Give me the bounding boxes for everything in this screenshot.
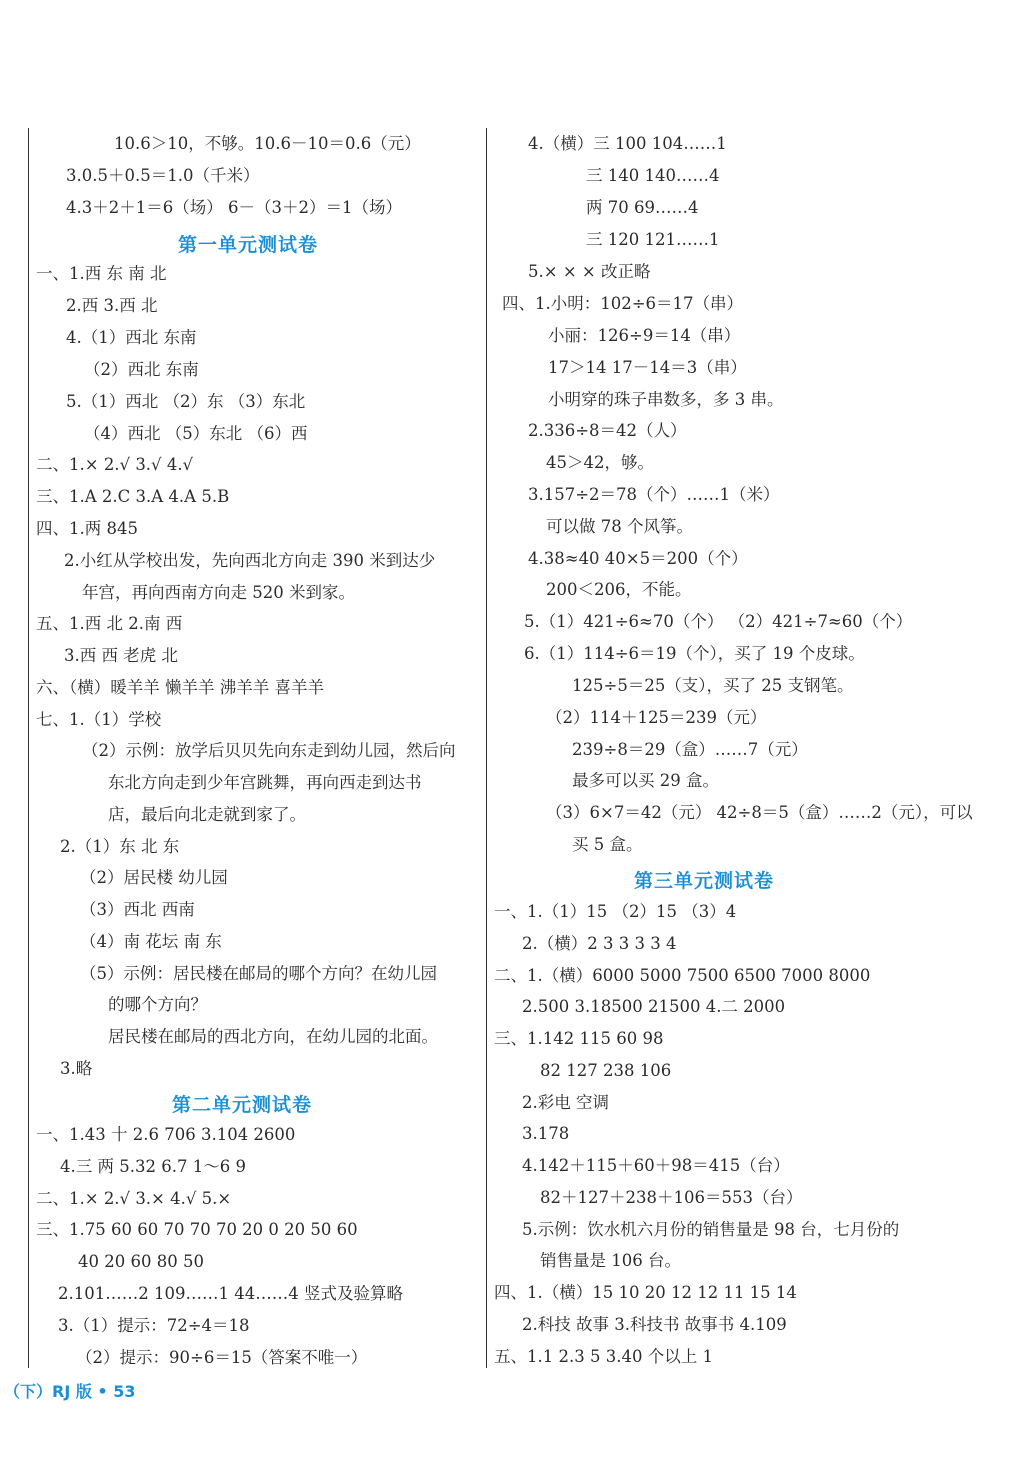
right-answer-line: （3）6×7＝42（元） 42÷8＝5（盒）……2（元），可以: [546, 803, 973, 822]
left-answer-line: 三、1.A 2.C 3.A 4.A 5.B: [36, 487, 230, 506]
left-answer-line: 4.（1）西北 东南: [66, 328, 197, 347]
left-answer-line: 年宫，再向西南方向走 520 米到家。: [82, 583, 355, 602]
right-answer-line: 2.（横）2 3 3 3 3 4: [522, 934, 677, 953]
left-answer-line: （4）西北 （5）东北 （6）西: [84, 424, 308, 443]
left-answer-line: 五、1.西 北 2.南 西: [36, 614, 183, 633]
right-answer-line: 82 127 238 106: [540, 1061, 672, 1080]
right-answer-line: 三 120 121……1: [586, 230, 720, 249]
left-section-title: 第二单元测试卷: [172, 1094, 313, 1116]
right-answer-line: 3.157÷2＝78（个）……1（米）: [528, 485, 780, 504]
left-answer-line: 二、1.× 2.√ 3.× 4.√ 5.×: [36, 1189, 232, 1208]
left-answer-line: 2.101……2 109……1 44……4 竖式及验算略: [58, 1284, 403, 1303]
right-answer-line: 二、1.（横）6000 5000 7500 6500 7000 8000: [494, 966, 871, 985]
right-answer-line: 可以做 78 个风筝。: [546, 517, 693, 536]
left-answer-line: （2）西北 东南: [84, 360, 199, 379]
left-answer-line: （2）示例：放学后贝贝先向东走到幼儿园，然后向: [82, 741, 456, 760]
right-answer-line: 5.× × × 改正略: [528, 262, 651, 281]
right-answer-line: 最多可以买 29 盒。: [572, 771, 719, 790]
right-answer-line: 4.142＋115＋60＋98＝415（台）: [522, 1156, 790, 1175]
right-answer-line: 125÷5＝25（支），买了 25 支钢笔。: [572, 676, 854, 695]
left-answer-line: 四、1.两 845: [36, 519, 138, 538]
right-answer-line: （2）114＋125＝239（元）: [546, 708, 767, 727]
left-answer-line: （4）南 花坛 南 东: [80, 932, 222, 951]
right-answer-line: 239÷8＝29（盒）……7（元）: [572, 740, 808, 759]
column-divider: [486, 128, 487, 1368]
left-answer-line: 一、1.43 十 2.6 706 3.104 2600: [36, 1125, 296, 1144]
right-answer-line: 6.（1）114÷6＝19（个），买了 19 个皮球。: [524, 644, 865, 663]
right-answer-line: 买 5 盒。: [572, 835, 643, 854]
right-answer-line: 2.336÷8＝42（人）: [528, 421, 687, 440]
left-answer-line: 的哪个方向？: [108, 995, 207, 1014]
left-answer-line: 3.0.5＋0.5＝1.0（千米）: [66, 166, 260, 185]
left-section-title: 第一单元测试卷: [178, 234, 319, 256]
left-answer-line: 三、1.75 60 60 70 70 70 20 0 20 50 60: [36, 1220, 358, 1239]
left-answer-line: 4.三 两 5.32 6.7 1～6 9: [60, 1157, 246, 1176]
right-answer-line: 五、1.1 2.3 5 3.40 个以上 1: [494, 1347, 713, 1366]
left-answer-line: 2.（1）东 北 东: [60, 837, 180, 856]
right-answer-line: 四、1.小明：102÷6＝17（串）: [502, 294, 744, 313]
left-answer-line: （2）居民楼 幼儿园: [80, 868, 228, 887]
right-answer-line: 82＋127＋238＋106＝553（台）: [540, 1188, 803, 1207]
left-answer-line: 二、1.× 2.√ 3.√ 4.√: [36, 455, 194, 474]
left-answer-line: （2）提示：90÷6＝15（答案不唯一）: [76, 1348, 368, 1367]
right-answer-line: 销售量是 106 台。: [540, 1251, 681, 1270]
right-answer-line: 5.（1）421÷6≈70（个） （2）421÷7≈60（个）: [524, 612, 913, 631]
left-answer-line: （3）西北 西南: [80, 900, 195, 919]
right-section-title: 第三单元测试卷: [634, 870, 775, 892]
left-answer-line: 40 20 60 80 50: [78, 1252, 204, 1271]
right-answer-line: 三、1.142 115 60 98: [494, 1029, 664, 1048]
right-answer-line: 四、1.（横）15 10 20 12 12 11 15 14: [494, 1283, 797, 1302]
page-footer: （下）RJ 版 • 53: [4, 1382, 136, 1401]
right-answer-line: 小明穿的珠子串数多，多 3 串。: [548, 390, 784, 409]
left-answer-line: 一、1.西 东 南 北: [36, 264, 167, 283]
left-answer-line: 店，最后向北走就到家了。: [108, 805, 306, 824]
left-answer-line: 2.小红从学校出发，先向西北方向走 390 米到达少: [64, 551, 436, 570]
right-answer-line: 两 70 69……4: [586, 198, 699, 217]
left-margin-rule: [28, 128, 29, 1368]
right-answer-line: 2.500 3.18500 21500 4.二 2000: [522, 997, 786, 1016]
right-answer-line: 200＜206，不能。: [546, 580, 692, 599]
right-answer-line: 17＞14 17－14＝3（串）: [548, 358, 747, 377]
left-answer-line: 居民楼在邮局的西北方向，在幼儿园的北面。: [108, 1027, 438, 1046]
right-answer-line: 三 140 140……4: [586, 166, 720, 185]
left-answer-line: 2.西 3.西 北: [66, 296, 158, 315]
left-answer-line: 4.3＋2＋1＝6（场） 6－（3＋2）＝1（场）: [66, 198, 402, 217]
right-answer-line: 4.38≈40 40×5＝200（个）: [528, 549, 748, 568]
right-answer-line: 2.彩电 空调: [522, 1093, 609, 1112]
right-answer-line: 一、1.（1）15 （2）15 （3）4: [494, 902, 737, 921]
left-answer-line: 3.略: [60, 1059, 93, 1078]
right-answer-line: 45＞42，够。: [546, 453, 654, 472]
left-answer-line: 3.西 西 老虎 北: [64, 646, 178, 665]
right-answer-line: 2.科技 故事 3.科技书 故事书 4.109: [522, 1315, 787, 1334]
left-answer-line: 东北方向走到少年宫跳舞，再向西走到达书: [108, 773, 422, 792]
right-answer-line: 小丽：126÷9＝14（串）: [548, 326, 741, 345]
left-answer-line: 5.（1）西北 （2）东 （3）东北: [66, 392, 306, 411]
left-answer-line: （5）示例：居民楼在邮局的哪个方向？在幼儿园: [80, 964, 437, 983]
left-answer-line: 六、（横）暖羊羊 懒羊羊 沸羊羊 喜羊羊: [36, 678, 324, 697]
right-answer-line: 5.示例：饮水机六月份的销售量是 98 台，七月份的: [522, 1220, 900, 1239]
left-answer-line: 10.6＞10，不够。10.6－10＝0.6（元）: [114, 134, 421, 153]
left-answer-line: 3.（1）提示：72÷4＝18: [58, 1316, 250, 1335]
right-answer-line: 3.178: [522, 1124, 570, 1143]
right-answer-line: 4.（横）三 100 104……1: [528, 134, 727, 153]
left-answer-line: 七、1.（1）学校: [36, 710, 162, 729]
